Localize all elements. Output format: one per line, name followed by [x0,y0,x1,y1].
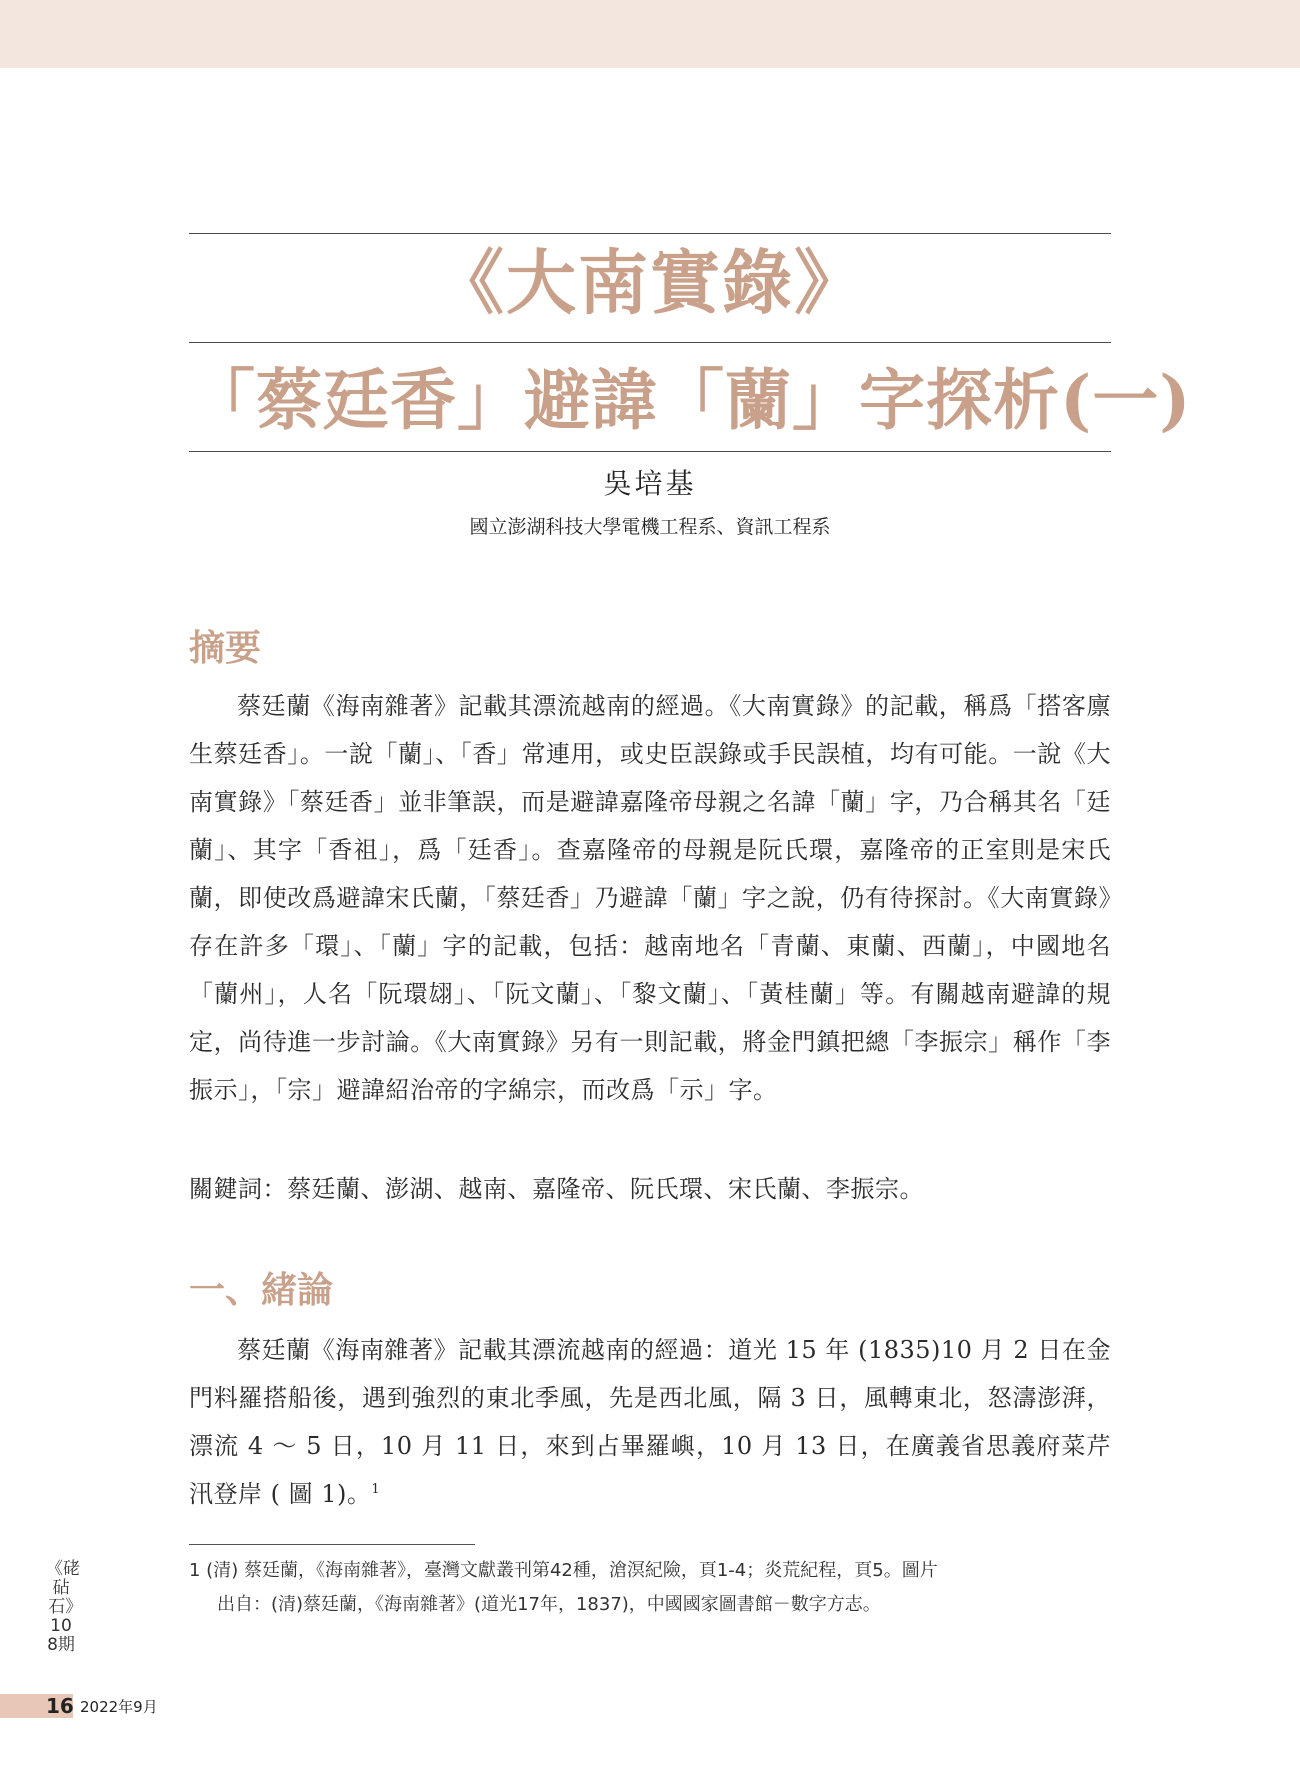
article-title-line1: 《大南實錄》 [434,241,866,324]
footnote-rule [189,1544,475,1545]
footnote-reference: 1 [371,1482,381,1497]
footnote [189,1554,1111,1622]
title-rule-bottom [189,451,1111,452]
article-title-line2: 「蔡廷香」避諱「蘭」字探析(一) [189,361,1192,439]
keywords: 關鍵詞：蔡廷蘭、澎湖、越南、嘉隆帝、阮氏環、宋氏蘭、李振宗。 [189,1175,924,1203]
title-rule-middle [189,342,1111,343]
issue-date: 2022年9月 [80,1698,158,1716]
title-rule-top [189,233,1111,234]
introduction-text: 蔡廷蘭《海南雜著》記載其漂流越南的經過：道光 15 年 (1835)10 月 2 日在金門料羅搭船後，遇到強烈的東北季風，先是西北風，隔 3 日，風轉東北，怒濤澎湃，漂流 4 ～ 5 日，10 月 11 日，來到占畢羅嶼，10 月 13 日，在廣義省思義府菜芹汛登岸 ( 圖 1)。 [189,1336,1111,1508]
author-affiliation: 國立澎湖科技大學電機工程系、資訊工程系 [469,516,831,538]
section-heading-introduction: 一、緒論 [189,1270,334,1311]
introduction-body [189,1326,1111,1518]
abstract-body: 蔡廷蘭《海南雜著》記載其漂流越南的經過。《大南實錄》的記載，稱爲「搭客廪生蔡廷香」。一說「蘭」、「香」常連用，或史臣誤錄或手民誤植，均有可能。一說《大南實錄》「蔡廷香」並非筆誤，而是避諱嘉隆帝母親之名諱「蘭」字，乃合稱其名「廷蘭」、其字「香祖」，爲「廷香」。查嘉隆帝的母親是阮氏環，嘉隆帝的正室則是宋氏蘭，即使改爲避諱宋氏蘭，「蔡廷香」乃避諱「蘭」字之說，仍有待探討。《大南實錄》存在許多「環」、「蘭」字的記載，包括：越南地名「青蘭、東蘭、西蘭」，中國地名「蘭州」，人名「阮環翃」、「阮文蘭」、「黎文蘭」、「黃桂蘭」等。有關越南避諱的規定，尚待進一步討論。《大南實錄》另有一則記載，將金門鎮把總「李振宗」稱作「李振示」，「宗」避諱紹治帝的字綿宗，而改爲「示」字。 [189,692,1111,1104]
author-name: 吳培基 [603,467,697,500]
footnote-line2: 出自：(清)蔡廷蘭，《海南雜著》(道光17年，1837)，中國國家圖書館－數字方志。 [217,1594,881,1615]
top-color-band [0,0,1300,68]
page-number: 16 [46,1694,74,1718]
abstract-heading: 摘要 [189,628,262,669]
footnote-line1: 1 (清) 蔡廷蘭，《海南雜著》，臺灣文獻叢刊第42種，滄溟紀險，頁1-4；炎荒紀程，頁5。圖片 [189,1560,938,1581]
journal-issue-label: 《硓砧石》108期 [46,1559,80,1655]
